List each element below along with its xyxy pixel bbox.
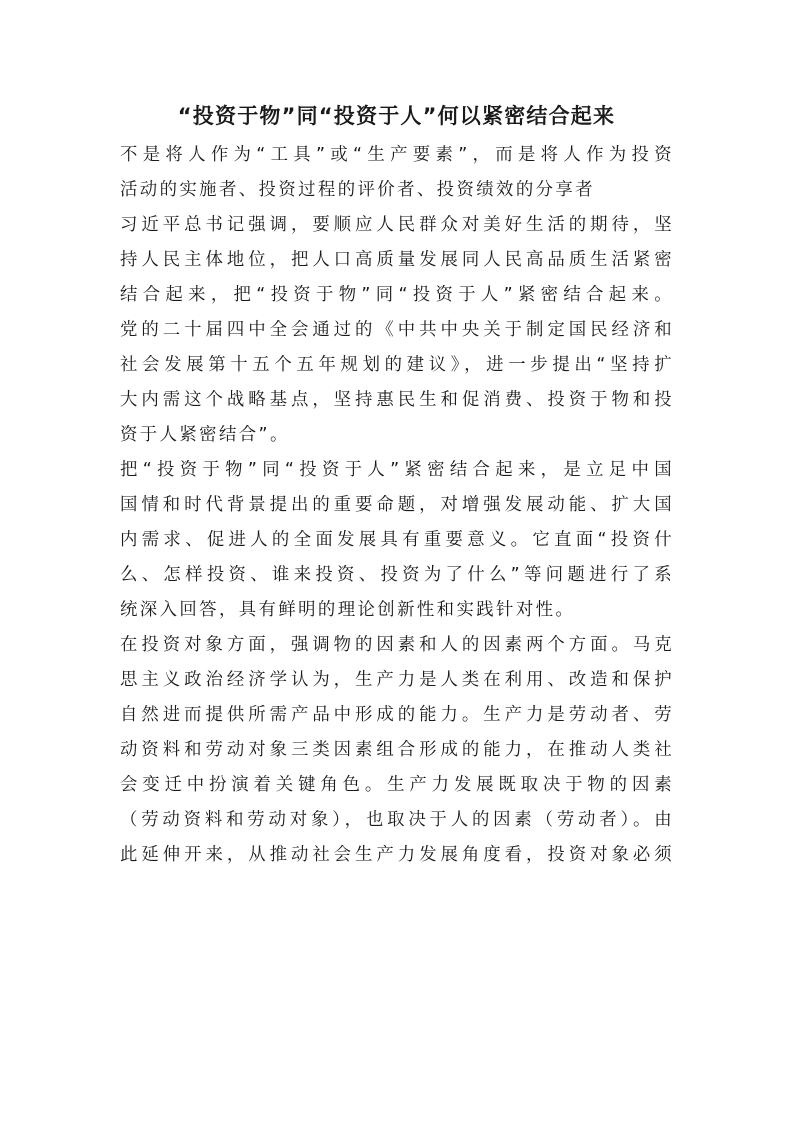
text-line: 把“投资于物”同“投资于人”紧密结合起来，是立足中国 [120,460,674,480]
text-line: 此延伸开来，从推动社会生产力发展角度看，投资对象必须 [120,845,674,865]
paragraph [120,313,674,453]
text-line: 不是将人作为“工具”或“生产要素”，而是将人作为投资 [120,145,674,165]
text-line: 思主义政治经济学认为，生产力是人类在利用、改造和保护 [120,670,674,690]
text-line: 统深入回答，具有鲜明的理论创新性和实践针对性。 [120,600,576,620]
text-line: 大内需这个战略基点，坚持惠民生和促消费、投资于物和投 [120,390,674,410]
text-line: 国情和时代背景提出的重要命题，对增强发展动能、扩大国 [120,495,674,515]
document-body [120,138,674,873]
paragraph [120,628,674,873]
paragraph-subtitle [120,138,674,208]
document-title: “投资于物”同“投资于人”何以紧密结合起来 [177,104,616,128]
text-line: 社会发展第十五个五年规划的建议》，进一步提出“坚持扩 [120,355,674,375]
text-line: （劳动资料和劳动对象），也取决于人的因素（劳动者）。由 [120,810,674,830]
text-line: 在投资对象方面，强调物的因素和人的因素两个方面。马克 [120,635,674,655]
text-line: 持人民主体地位，把人口高质量发展同人民高品质生活紧密 [120,250,674,270]
text-line: 资于人紧密结合”。 [120,425,290,445]
paragraph [120,453,674,628]
text-line: 么、怎样投资、谁来投资、投资为了什么”等问题进行了系 [120,565,674,585]
text-line: 活动的实施者、投资过程的评价者、投资绩效的分享者 [120,180,595,200]
text-line: 内需求、促进人的全面发展具有重要意义。它直面“投资什 [120,530,674,550]
text-line: 自然进而提供所需产品中形成的能力。生产力是劳动者、劳 [120,705,674,725]
text-line: 习近平总书记强调，要顺应人民群众对美好生活的期待，坚 [120,215,674,235]
paragraph [120,208,674,313]
text-line: 动资料和劳动对象三类因素组合形成的能力，在推动人类社 [120,740,674,760]
text-line: 会变迁中扮演着关键角色。生产力发展既取决于物的因素 [120,775,674,795]
text-line: 结合起来，把“投资于物”同“投资于人”紧密结合起来。 [120,285,674,305]
text-line: 党的二十届四中全会通过的《中共中央关于制定国民经济和 [120,320,674,340]
